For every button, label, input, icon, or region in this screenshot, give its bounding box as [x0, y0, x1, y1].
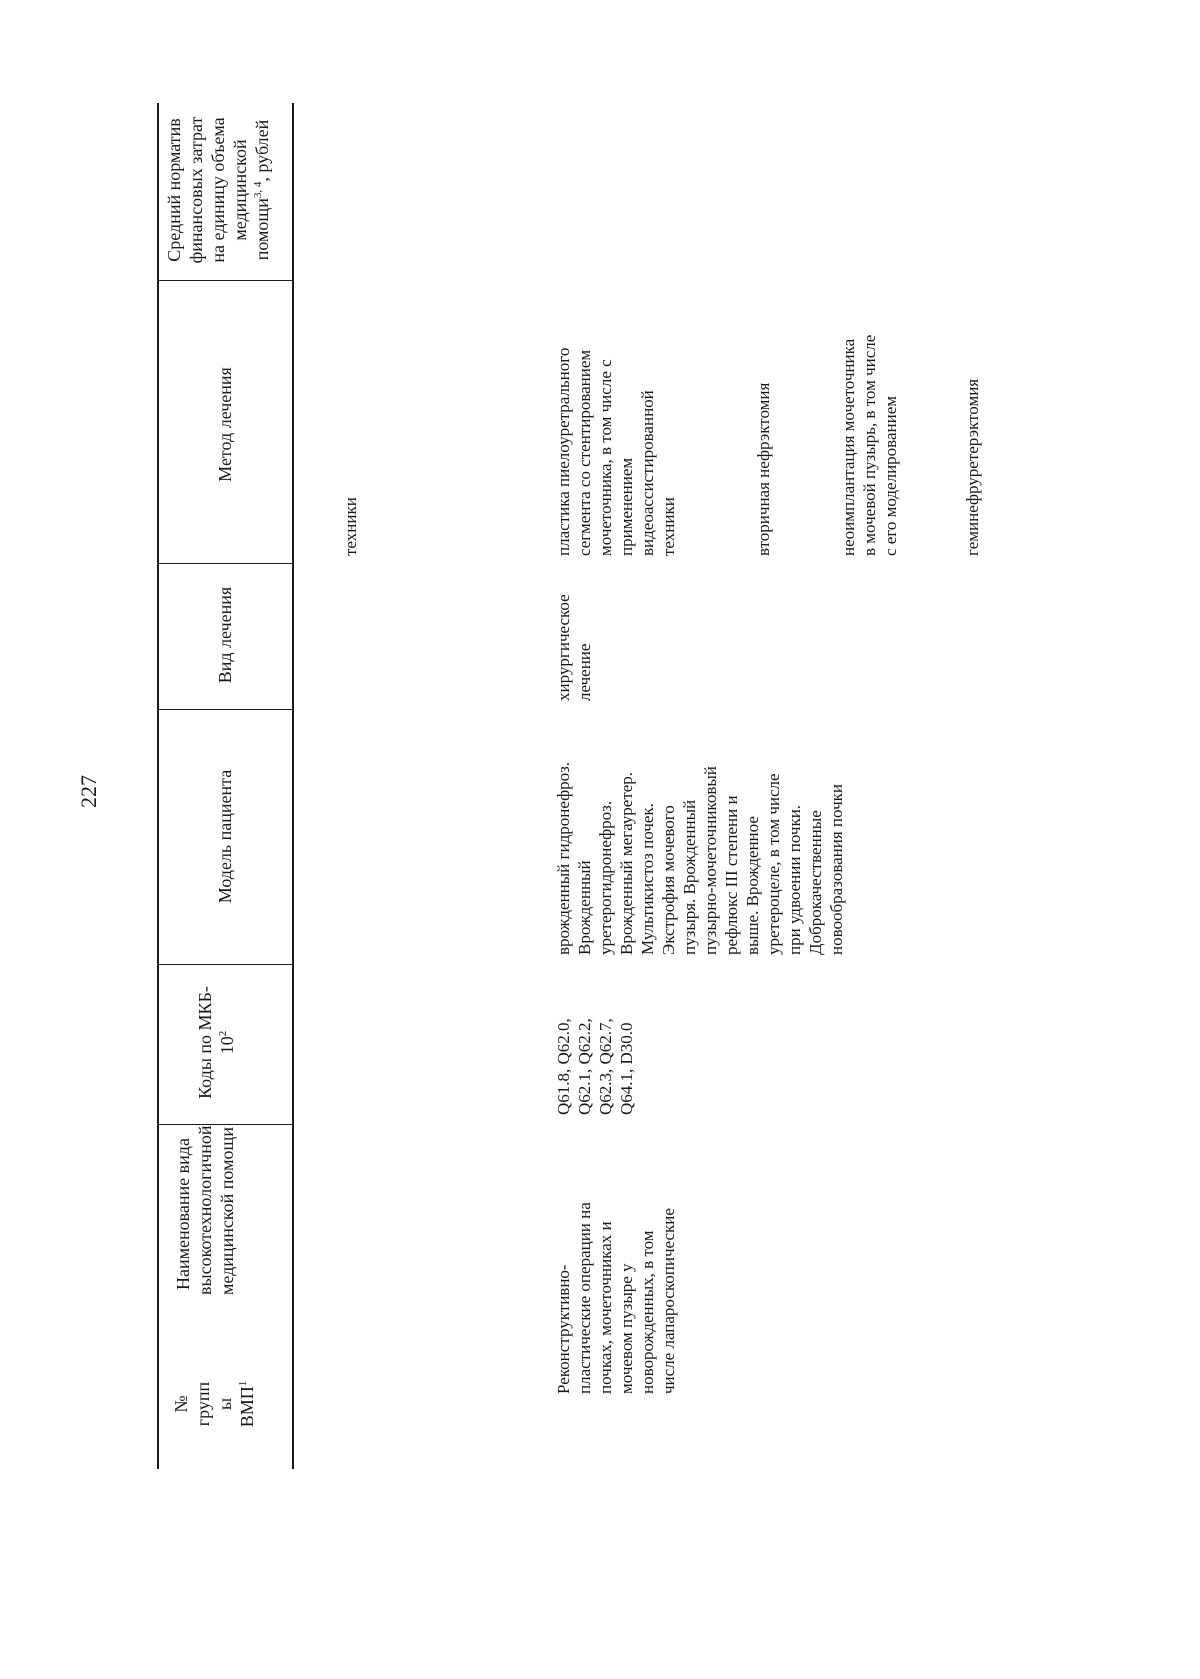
row-treatment-type: хирургическое лечение [554, 594, 594, 701]
carryover-method-text: техники [341, 497, 360, 556]
col-divider-4 [157, 563, 294, 564]
col-divider-3 [157, 709, 294, 710]
header-patient-model: Модель пациента [215, 769, 235, 904]
table-top-rule [157, 103, 159, 1469]
page-number: 227 [76, 775, 101, 808]
header-group-number: № групп ы ВМП$^1$ [171, 1380, 257, 1428]
row-method-3: неоимплантация мочеточника в мочевой пузырь, в том числе с его моделированием [839, 334, 900, 556]
col-divider-2 [157, 964, 294, 965]
header-icd-codes: Коды по МКБ- $10^2$ [195, 986, 237, 1099]
row-icd-codes: Q61.8, Q62.0, Q62.1, Q62.2, Q62.3, Q62.7, Q64.1, D30.0 [554, 1018, 636, 1115]
header-cost-standard: Средний норматив финансовых затрат на единицу объема медицинской помощи$^{3, 4}$, рублей [164, 116, 272, 264]
row-method-1: пластика пиелоуретрального сегмента со стентированием мочеточника, в том числе с применением видеоассистированной техники [554, 347, 678, 556]
row-method-2: вторичная нефрэктомия [754, 382, 773, 556]
col-divider-5 [157, 280, 294, 281]
row-vmp-name: Реконструктивно- пластические операции на почках, мочеточниках и мочевом пузыре у новорожденных, в том числе лапароскопические [554, 1202, 678, 1394]
header-treatment-method: Метод лечения [215, 367, 235, 482]
header-vmp-name: Наименование вида высокотехнологичной медицинской помощи [173, 1125, 237, 1295]
row-method-4: геминефруретерэктомия [963, 378, 982, 556]
header-bottom-rule [292, 103, 294, 1469]
row-patient-model: врожденный гидронефроз. Врожденный уретерогидронефроз. Врожденный мегауретер. Мультикистоз почек. Экстрофия мочевого пузыря. Врожденный пузырно-мочеточниковый рефлюкс III степени и выше. Врожденное уретероцеле, в том числе при удвоении почки. Доброкачественные новообразования почки [554, 761, 846, 955]
col-divider-1 [157, 1124, 294, 1125]
header-treatment-type: Вид лечения [215, 586, 235, 684]
